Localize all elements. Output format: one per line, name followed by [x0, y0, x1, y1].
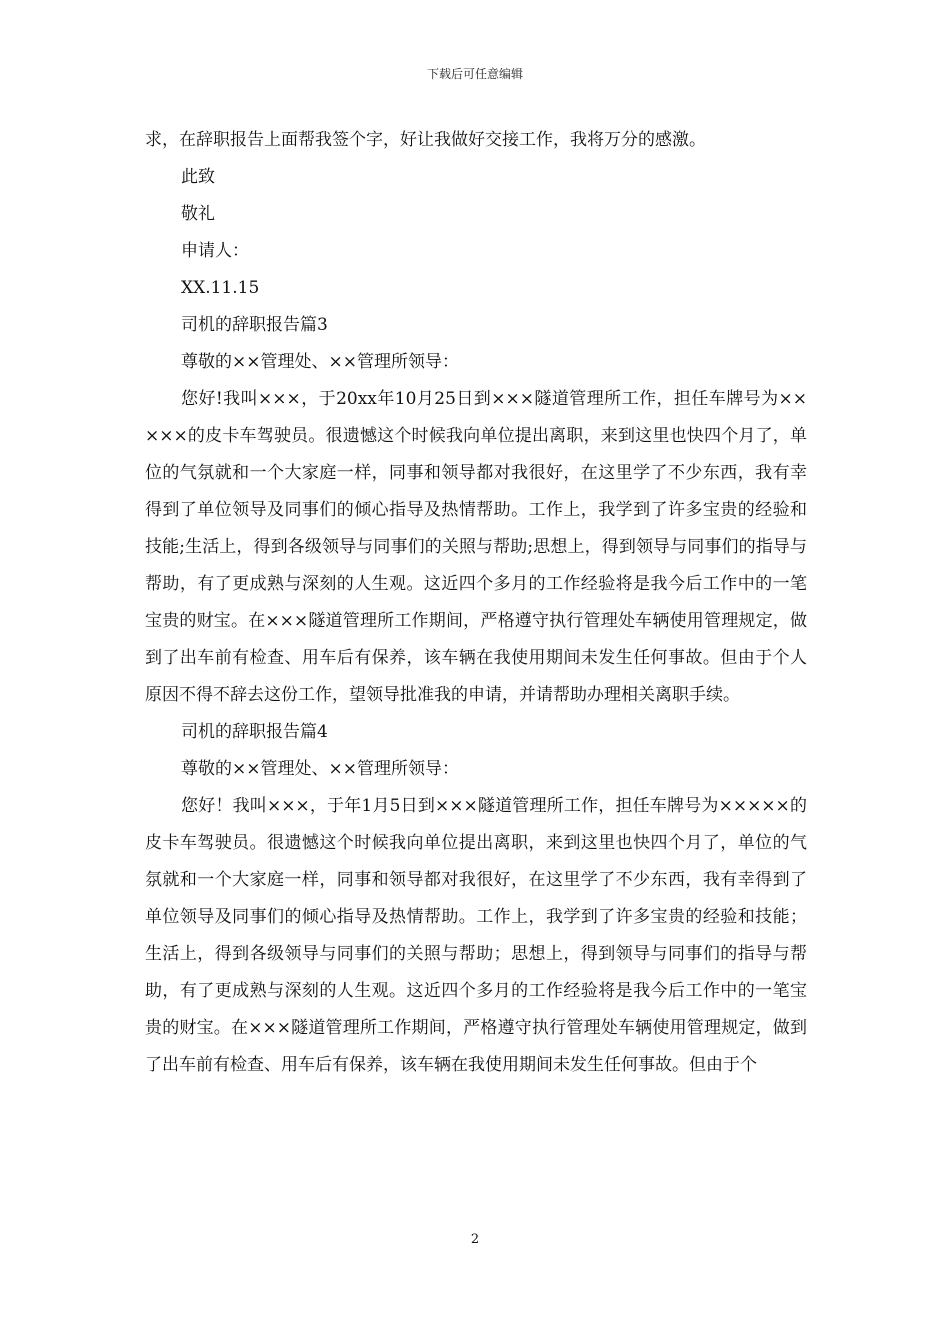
greeting-4: 尊敬的××管理处、××管理所领导：	[181, 759, 459, 779]
body-paragraph-4: 您好！我叫×××，于年1月5日到×××隧道管理所工作，担任车牌号为×××××的皮卡车驾驶员。很遗憾这个时候我向单位提出离职，来到这里也快四个月了，单位的气氛就和一个大家庭一样，同事和领导都对我很好，在这里学了不少东西，我有幸得到了单位领导及同事们的倾心指导及热情帮助。工作上，我学到了许多宝贵的经验和技能；生活上，得到各级领导与同事们的关照与帮助；思想上，得到领导与同事们的指导与帮助，有了更成熟与深刻的人生观。这近四个多月的工作经验将是我今后工作中的一笔宝贵的财宝。在×××隧道管理所工作期间，严格遵守执行管理处车辆使用管理规定，做到了出车前有检查、用车后有保养，该车辆在我使用期间未发生任何事故。但由于个	[145, 796, 807, 1075]
body-paragraph-3: 您好!我叫×××，于20xx年10月25日到×××隧道管理所工作，担任车牌号为×××××的皮卡车驾驶员。很遗憾这个时候我向单位提出离职，来到这里也快四个月了，单位的气氛就和一个大家庭一样，同事和领导都对我很好，在这里学了不少东西，我有幸得到了单位领导及同事们的倾心指导及热情帮助。工作上，我学到了许多宝贵的经验和技能;生活上，得到各级领导与同事们的关照与帮助;思想上，得到领导与同事们的指导与帮助，有了更成熟与深刻的人生观。这近四个多月的工作经验将是我今后工作中的一笔宝贵的财宝。在×××隧道管理所工作期间，严格遵守执行管理处车辆使用管理规定，做到了出车前有检查、用车后有保养，该车辆在我使用期间未发生任何事故。但由于个人原因不得不辞去这份工作，望领导批准我的申请，并请帮助办理相关离职手续。	[145, 389, 807, 705]
page-header: 下载后可任意编辑	[426, 67, 523, 81]
applicant-label: 申请人：	[181, 241, 249, 261]
closing-respect: 敬礼	[181, 204, 215, 224]
page-number: 2	[470, 1232, 480, 1247]
closing-salutation: 此致	[181, 167, 215, 187]
greeting-3: 尊敬的××管理处、××管理所领导：	[181, 352, 459, 372]
document-body	[145, 122, 807, 1084]
section-title-4: 司机的辞职报告篇4	[181, 722, 328, 742]
date-line: XX.11.15	[181, 278, 260, 298]
continuation-paragraph: 求，在辞职报告上面帮我签个字，好让我做好交接工作，我将万分的感激。	[145, 130, 706, 150]
section-title-3: 司机的辞职报告篇3	[181, 315, 328, 335]
